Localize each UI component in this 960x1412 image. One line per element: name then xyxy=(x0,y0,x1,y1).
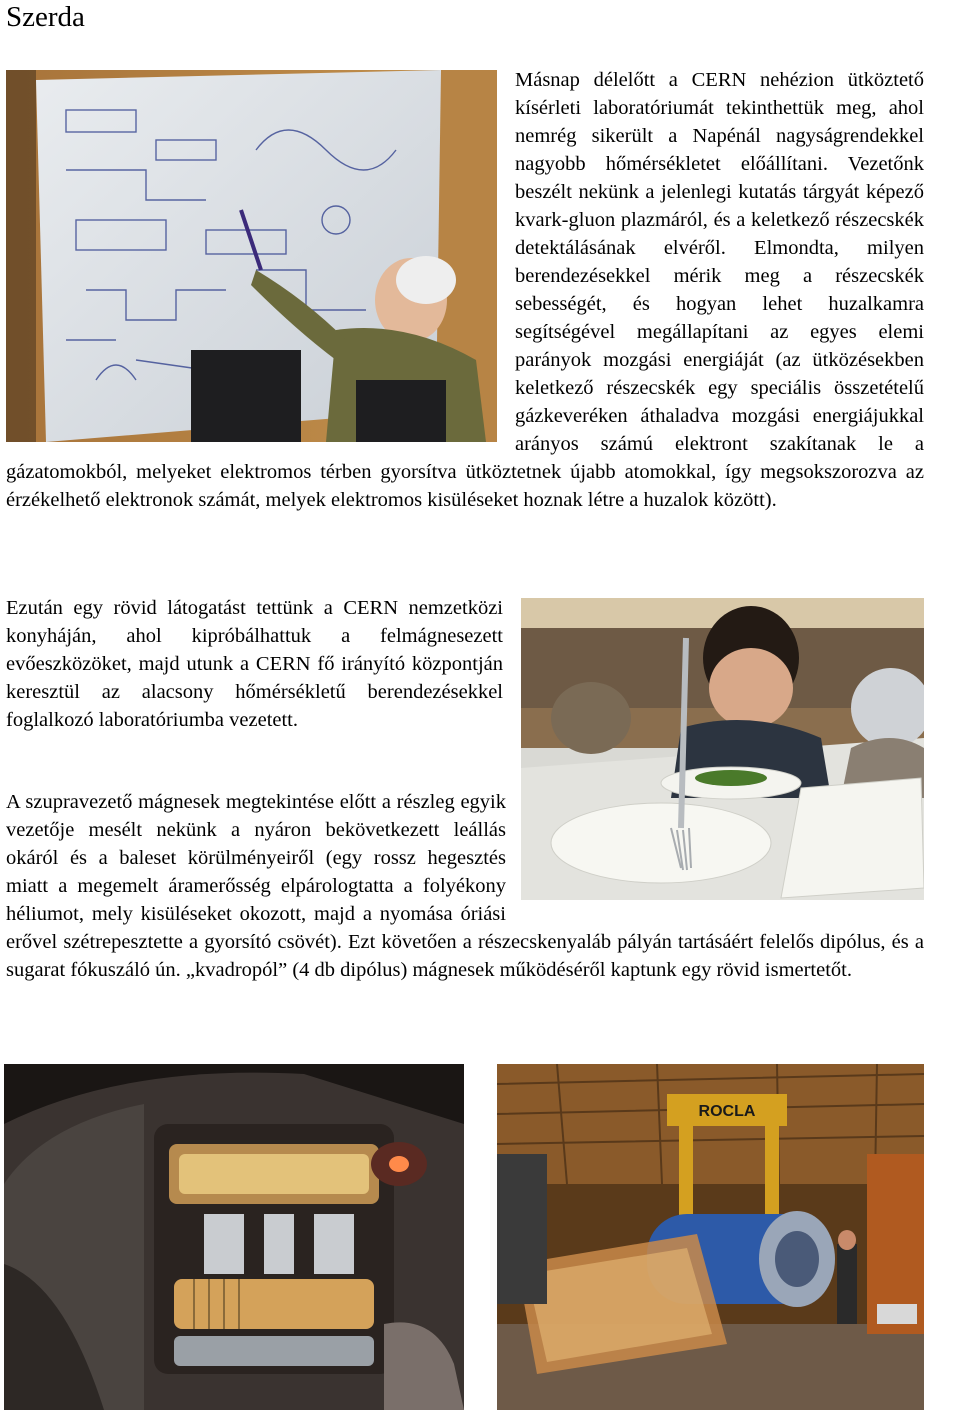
paragraph-1-block xyxy=(6,66,924,514)
paragraph-3-block xyxy=(6,788,924,984)
page-title: Szerda xyxy=(6,1,85,33)
rocla-sign: ROCLA xyxy=(698,1103,756,1120)
paragraph-3: A szupravezető mágnesek megtekintése előtt a részleg egyik vezetője mesélt nekünk a nyáron bekövetkezett leállás okáról és a baleset körülményeiről (egy rossz hegesztés miatt a megemelt áramerősség elpárologtatta a folyékony héliumot, mely kisüléseket okozott, majd a nyomása óriási erővel szétrepesztette a gyorsító csövét). Ezt követően a részecskenyaláb pályán tartásáért felelős dipólus, és a sugarat fókuszáló ún. „kvadropól” (4 db dipólus) mágnesek működéséről kaptunk egy rövid ismertetőt. xyxy=(6,791,924,981)
paragraph-1: Másnap délelőtt a CERN nehézion ütköztető kísérleti laboratóriumát tekinthettük meg, ahol nemrég sikerült a Napénál nagyságrendekkel nagyobb hőmérsékletet előállítani. Vezetőnk beszélt nekünk a jelenlegi kutatás tárgyát képező kvark-gluon plazmáról, és a keletkező részecskék detektálásának elvéről. Elmondta, milyen berendezésekkel mérik meg a részecskék sebességét, és hogyan lehet huzalkamra segítségével megállapítani az egyes elemi parányok mozgási energiáját (az ütközésekben keletkező részecskék egy speciális összetételű gázkeveréken áthaladva mozgási energiájukkal arányos számú elektront szakítanak le a gázatomokból, melyeket elektromos térben gyorsítva ütköztetnek újabb atomokkal, így megsokszorozva az érzékelhető elektronok számát, melyek elektromos kisüléseket hoznak létre a huzalok között). xyxy=(6,69,924,511)
photo-whiteboard-lecture xyxy=(6,70,497,442)
paragraph-2: Ezután egy rövid látogatást tettünk a CERN nemzetközi konyháján, ahol kipróbálhattuk a felmágnesezett evőeszközöket, majd utunk a CERN fő irányító központján keresztül az alacsony hőmérsékletű berendezésekkel foglalkozó laboratóriumba vezetett. xyxy=(6,597,503,731)
photo-magnet-interior xyxy=(4,1064,464,1410)
photo-magnet-hall xyxy=(497,1064,924,1410)
